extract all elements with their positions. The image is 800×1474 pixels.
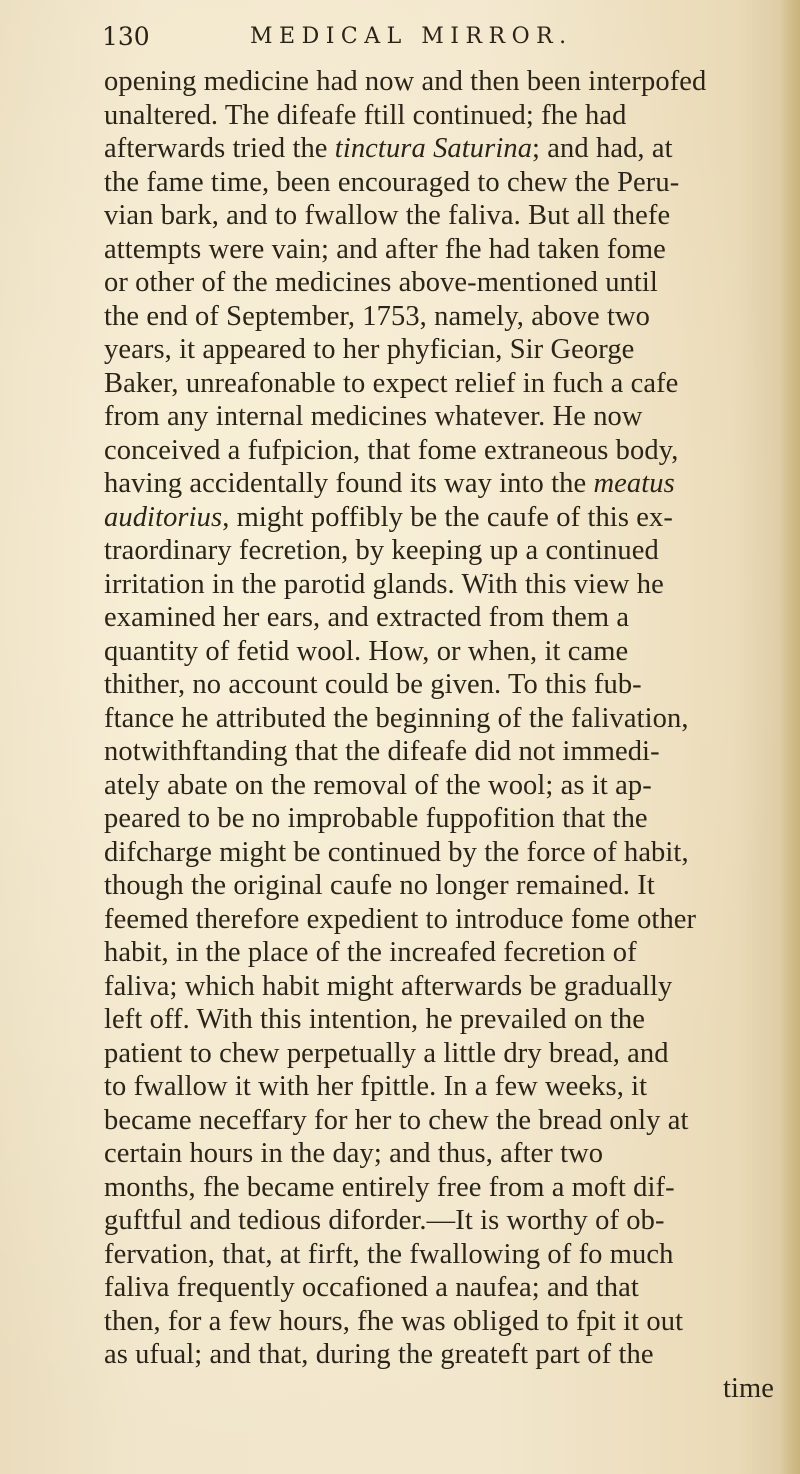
text-line: peared to be no improbable fuppofition that the xyxy=(104,803,648,834)
text-line: then, for a few hours, fhe was obliged to fpit it out xyxy=(104,1305,684,1337)
catchword: time xyxy=(722,1372,774,1404)
text-line: the end of September, 1753, namely, above two xyxy=(104,300,651,332)
text-line: traordinary fecretion, by keeping up a continued xyxy=(104,535,659,566)
text-line: thither, no account could be given. To this fub- xyxy=(104,669,642,700)
text-line: feemed therefore expedient to introduce fome other xyxy=(104,903,697,935)
text-line: faliva frequently occafioned a naufea; and that xyxy=(104,1272,639,1303)
text-line: Baker, unreafonable to expect relief in fuch a cafe xyxy=(104,367,679,399)
text-line: examined her ears, and extracted from them a xyxy=(104,602,630,633)
running-title: MEDICAL MIRROR. xyxy=(250,24,573,49)
text-line: opening medicine had now and then been interpofed xyxy=(104,66,707,97)
italic-term: meatus xyxy=(593,468,675,499)
text-line: having accidentally found its way into the meatus xyxy=(104,468,675,499)
text-line: quantity of fetid wool. How, or when, it came xyxy=(104,635,629,667)
text-line: vian bark, and to fwallow the faliva. But all thefe xyxy=(104,200,671,231)
page-number: 130 xyxy=(102,22,150,51)
text-line: difcharge might be continued by the force of habit, xyxy=(104,836,689,868)
text-line: habit, in the place of the increafed fecretion of xyxy=(104,937,637,968)
text-line: became neceffary for her to chew the bread only at xyxy=(104,1104,689,1136)
text-line: to fwallow it with her fpittle. In a few weeks, it xyxy=(104,1071,648,1102)
text-line: or other of the medicines above-mentioned until xyxy=(104,267,658,298)
text-line: though the original caufe no longer remained. It xyxy=(104,870,655,901)
text-line: notwithftanding that the difeafe did not immedi- xyxy=(104,736,660,767)
text-line: unaltered. The difeafe ftill continued; fhe had xyxy=(104,99,627,131)
text-line: ftance he attributed the beginning of the falivation, xyxy=(104,702,689,734)
text-line: afterwards tried the tinctura Saturina; and had, at xyxy=(104,133,673,164)
text-line: irritation in the parotid glands. With this view he xyxy=(104,568,664,600)
text-line: guftful and tedious diforder.—It is worthy of ob- xyxy=(104,1205,665,1236)
italic-term: auditorius xyxy=(104,501,223,533)
text-line: conceived a fufpicion, that fome extraneous body, xyxy=(104,434,679,466)
text-line: as ufual; and that, during the greateft part of the xyxy=(104,1339,654,1370)
text-line: left off. With this intention, he prevailed on the xyxy=(104,1004,646,1035)
text-line: the fame time, been encouraged to chew the Peru- xyxy=(104,166,680,198)
body-text xyxy=(104,62,784,1462)
text-line: patient to chew perpetually a little dry bread, and xyxy=(104,1037,669,1069)
text-line: attempts were vain; and after fhe had taken fome xyxy=(104,233,666,265)
text-line: months, fhe became entirely free from a moft dif- xyxy=(104,1171,675,1203)
running-head xyxy=(102,22,622,58)
text-line: from any internal medicines whatever. He now xyxy=(104,401,643,432)
text-line: years, it appeared to her phyfician, Sir George xyxy=(104,334,635,365)
text-line: fervation, that, at firft, the fwallowing of fo much xyxy=(104,1238,674,1270)
text-line: auditorius, might poffibly be the caufe of this ex- xyxy=(104,501,673,533)
text-line: faliva; which habit might afterwards be gradually xyxy=(104,970,673,1002)
text-line: ately abate on the removal of the wool; as it ap- xyxy=(104,769,652,801)
text-line: certain hours in the day; and thus, after two xyxy=(104,1138,604,1169)
italic-term: tinctura Saturina xyxy=(334,133,533,164)
